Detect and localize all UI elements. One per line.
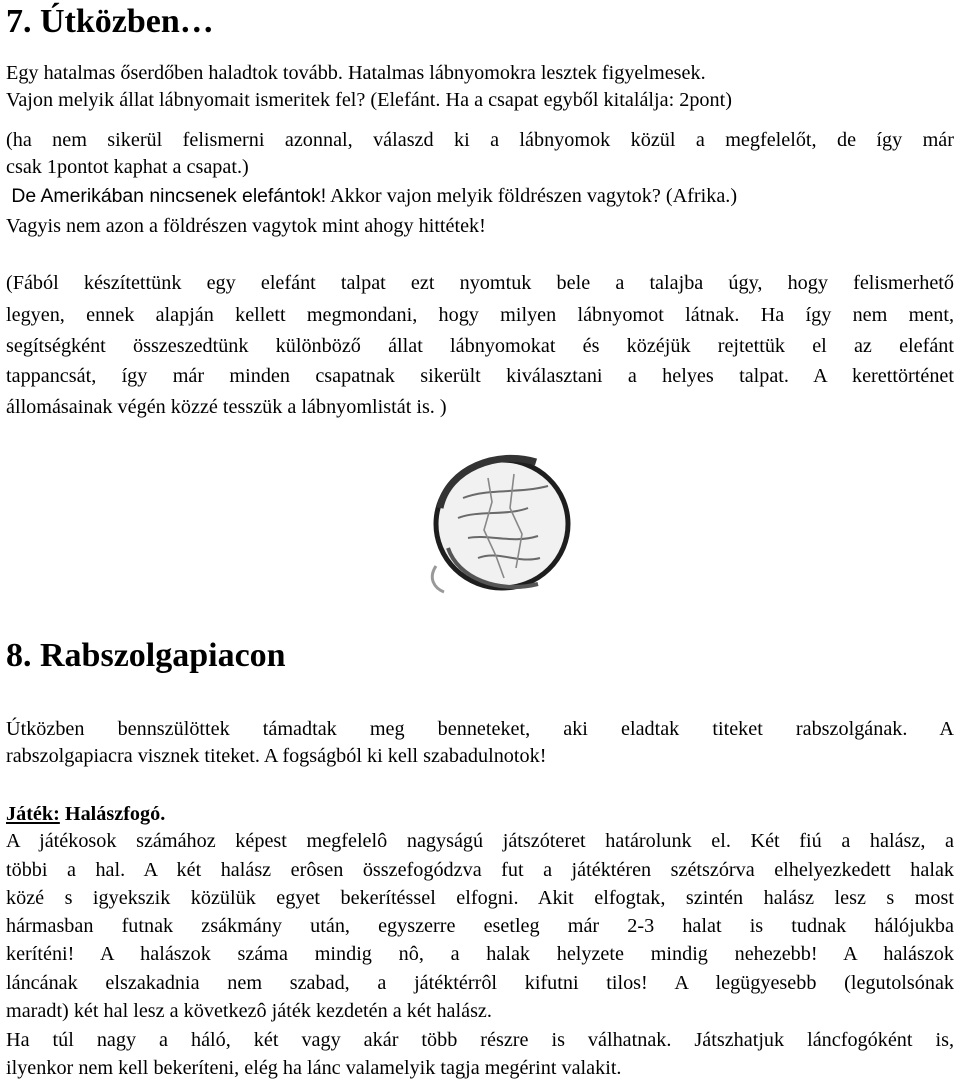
- sans-sentence: De Amerikában nincsenek elefántok!: [6, 185, 327, 207]
- s7-para2-line-1: (Fából készítettünk egy elefánt talpat ezt nyomtuk bele a talajba úgy, hogy felismerhető: [6, 272, 954, 294]
- section-7-title: 7. Útközben…: [6, 3, 214, 40]
- game-line-5: keríténi! A halászok száma mindig nô, a halak helyzete mindig nehezebb! A halászok: [6, 943, 954, 965]
- game-line-3: közé s igyekszik közülük egyet bekerítéssel elfogni. Akit elfogtak, szintén halász lesz s most: [6, 887, 954, 909]
- game-line-2: többi a hal. A két halász erôsen összefogódzva fut a játéktéren szétszórva elhelyezkedett halak: [6, 859, 954, 881]
- game-line-9: ilyenkor nem kell bekeríteni, elég ha lánc valamelyik tagja megérint valakit.: [6, 1057, 622, 1079]
- s7-line-3: (ha nem sikerül felismerni azonnal, válaszd ki a lábnyomok közül a megfelelőt, de így már: [6, 129, 954, 151]
- s7-line-1: Egy hatalmas őserdőben haladtok tovább. Hatalmas lábnyomokra lesztek figyelmesek.: [6, 62, 706, 84]
- game-heading: [6, 801, 954, 827]
- s7-para2-line-4: tappancsát, így már minden csapatnak sikerült kiválasztani a helyes talpat. A kerettörténet: [6, 365, 954, 387]
- s8-intro-line-2: rabszolgapiacra visznek titeket. A fogságból ki kell szabadulnotok!: [6, 745, 547, 767]
- s8-intro-line-1: Útközben bennszülöttek támadtak meg benneteket, aki eladtak titeket rabszolgának. A: [6, 718, 954, 740]
- s7-line-2: Vajon melyik állat lábnyomait ismeritek fel? (Elefánt. Ha a csapat egyből kitalálja: 2pont): [6, 89, 732, 111]
- game-label: Játék:: [6, 803, 60, 825]
- s7-para2-line-3: segítségként összeszedtünk különböző állat lábnyomokat és közéjük rejtettük el az elefánt: [6, 335, 954, 357]
- s7-line-6: Vagyis nem azon a földrészen vagytok mint ahogy hittétek!: [6, 215, 486, 237]
- game-line-1: A játékosok számához képest megfelelô nagyságú játszóteret határolunk el. Két fiú a halász, a: [6, 830, 954, 852]
- game-line-4: hármasban futnak zsákmány után, egyszerre esetleg már 2-3 halat is tudnak hálójukba: [6, 915, 954, 937]
- s7-para2-line-2: legyen, ennek alapján kellett megmondani, hogy milyen lábnyomot látnak. Ha így nem ment,: [6, 304, 954, 326]
- s7-line-5: [6, 183, 954, 209]
- s7-line-4: csak 1pontot kaphat a csapat.): [6, 156, 249, 178]
- section-8-title: 8. Rabszolgapiacon: [6, 637, 286, 674]
- elephant-footprint-image: [418, 438, 578, 600]
- serif-sentence: Akkor vajon melyik földrészen vagytok? (Afrika.): [326, 185, 738, 207]
- game-line-7: maradt) két hal lesz a következô játék kezdetén a két halász.: [6, 1000, 492, 1022]
- game-line-6: láncának elszakadnia nem szabad, a játéktérrôl kifutni tilos! A legügyesebb (legutolsónak: [6, 972, 954, 994]
- game-name: Halászfogó.: [59, 803, 166, 825]
- game-line-8: Ha túl nagy a háló, két vagy akár több részre is válhatnak. Játszhatjuk láncfogóként is,: [6, 1029, 954, 1051]
- s7-para2-line-5: állomásainak végén közzé tesszük a lábnyomlistát is. ): [6, 396, 447, 418]
